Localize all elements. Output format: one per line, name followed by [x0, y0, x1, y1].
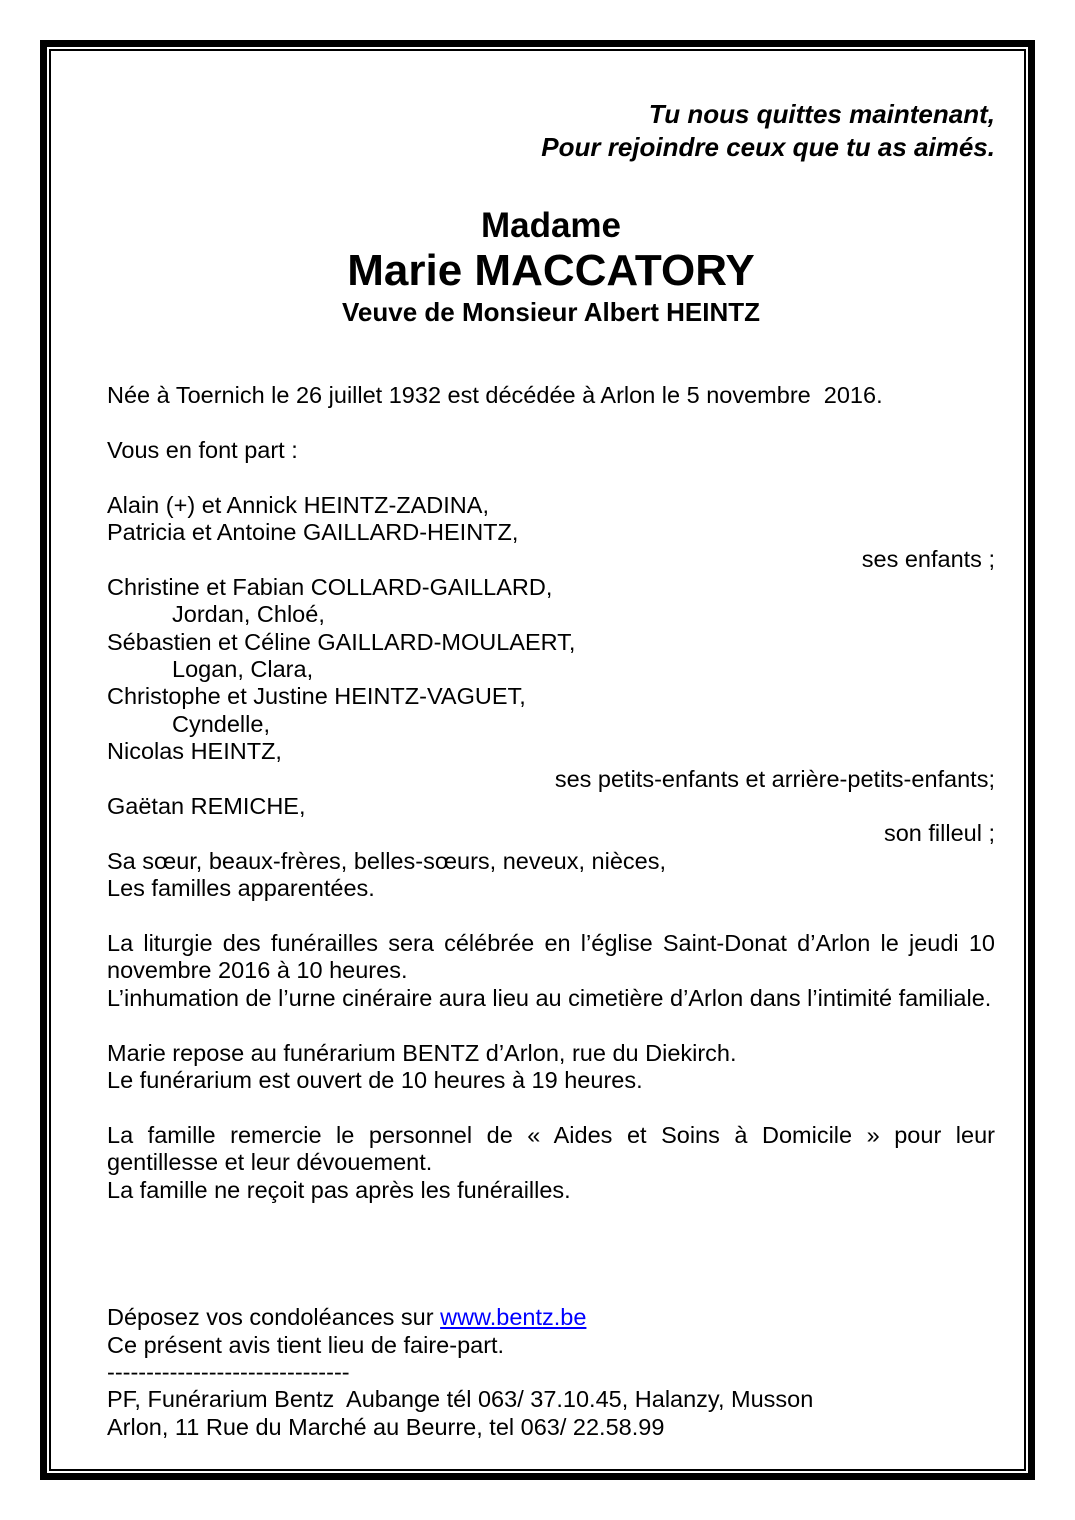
- family-line-greatgrandchildren-2: Logan, Clara,: [172, 656, 314, 683]
- outer-frame: [40, 40, 1035, 1480]
- family-line-children-2: Patricia et Antoine GAILLARD-HEINTZ,: [107, 519, 519, 545]
- notice-footer: [107, 1304, 995, 1441]
- widow-subtitle: Veuve de Monsieur Albert HEINTZ: [341, 297, 760, 327]
- family-line-godson: Gaëtan REMICHE,: [107, 793, 306, 820]
- ceremony-line-3: L’inhumation de l’urne cinéraire aura lieu au cimetière d’Arlon dans l’intimité familiale.: [107, 984, 992, 1011]
- funeral-home-contact-1: PF, Funérarium Bentz Aubange tél 063/ 37.10.45, Halanzy, Musson: [107, 1386, 814, 1413]
- family-line-greatgrandchildren-3: Cyndelle,: [172, 710, 270, 737]
- repose-line-1: Marie repose au funérarium BENTZ d’Arlon, rue du Diekirch.: [107, 1039, 737, 1066]
- civility-title: Madame: [480, 206, 622, 245]
- spacer: [107, 903, 995, 930]
- inner-frame: [49, 49, 1026, 1471]
- family-line-grandchildren-1: Christine et Fabian COLLARD-GAILLARD,: [107, 573, 553, 600]
- ceremony-line-2: novembre 2016 à 10 heures.: [107, 957, 408, 984]
- birth-death-line: Née à Toernich le 26 juillet 1932 est décédée à Arlon le 5 novembre 2016.: [107, 382, 883, 408]
- bentz-website-link[interactable]: www.bentz.be: [440, 1304, 587, 1331]
- spacer: [107, 464, 995, 491]
- notice-content: [51, 51, 1024, 1469]
- family-line-grandchildren-4: Nicolas HEINTZ,: [107, 738, 282, 765]
- funeral-home-contact-2: Arlon, 11 Rue du Marché au Beurre, tel 063/ 22.58.99: [107, 1413, 665, 1440]
- separator-dashes: -------------------------------: [107, 1358, 350, 1385]
- family-line-greatgrandchildren-1: Jordan, Chloé,: [172, 601, 325, 628]
- condolences-line: [107, 1304, 995, 1331]
- spacer: [107, 1095, 995, 1122]
- thanks-line-1: La famille remercie le personnel de « Aides et Soins à Domicile » pour leur: [107, 1121, 995, 1148]
- deceased-name: Marie MACCATORY: [347, 246, 755, 295]
- condolences-text: Déposez vos condoléances sur: [107, 1304, 441, 1331]
- family-label-grandchildren: ses petits-enfants et arrière-petits-enfants;: [554, 765, 995, 792]
- family-line-related: Les familles apparentées.: [107, 875, 375, 902]
- deceased-header: [107, 206, 995, 328]
- ceremony-line-1: La liturgie des funérailles sera célébrée en l’église Saint-Donat d’Arlon le jeudi 10: [107, 930, 995, 957]
- spacer: [107, 409, 995, 436]
- spacer: [107, 1012, 995, 1039]
- family-line-grandchildren-3: Christophe et Justine HEINTZ-VAGUET,: [107, 683, 526, 710]
- family-line-siblings: Sa sœur, beaux-frères, belles-sœurs, neveux, nièces,: [107, 847, 666, 874]
- family-line-children-1: Alain (+) et Annick HEINTZ-ZADINA,: [107, 491, 489, 518]
- announcement-intro: Vous en font part :: [107, 436, 298, 463]
- repose-line-2: Le funérarium est ouvert de 10 heures à 19 heures.: [107, 1067, 643, 1094]
- notice-body: [107, 382, 995, 1204]
- epitaph-line-1: Tu nous quittes maintenant,: [648, 99, 995, 129]
- family-line-grandchildren-2: Sébastien et Céline GAILLARD-MOULAERT,: [107, 628, 576, 655]
- epitaph-quote: [107, 98, 995, 164]
- epitaph-line-2: Pour rejoindre ceux que tu as aimés.: [541, 132, 995, 162]
- family-label-godson: son filleul ;: [883, 820, 995, 847]
- thanks-line-2: gentillesse et leur dévouement.: [107, 1149, 433, 1176]
- no-reception-line: La famille ne reçoit pas après les funérailles.: [107, 1176, 571, 1203]
- faire-part-notice: Ce présent avis tient lieu de faire-part.: [107, 1331, 505, 1358]
- family-label-children: ses enfants ;: [861, 546, 995, 573]
